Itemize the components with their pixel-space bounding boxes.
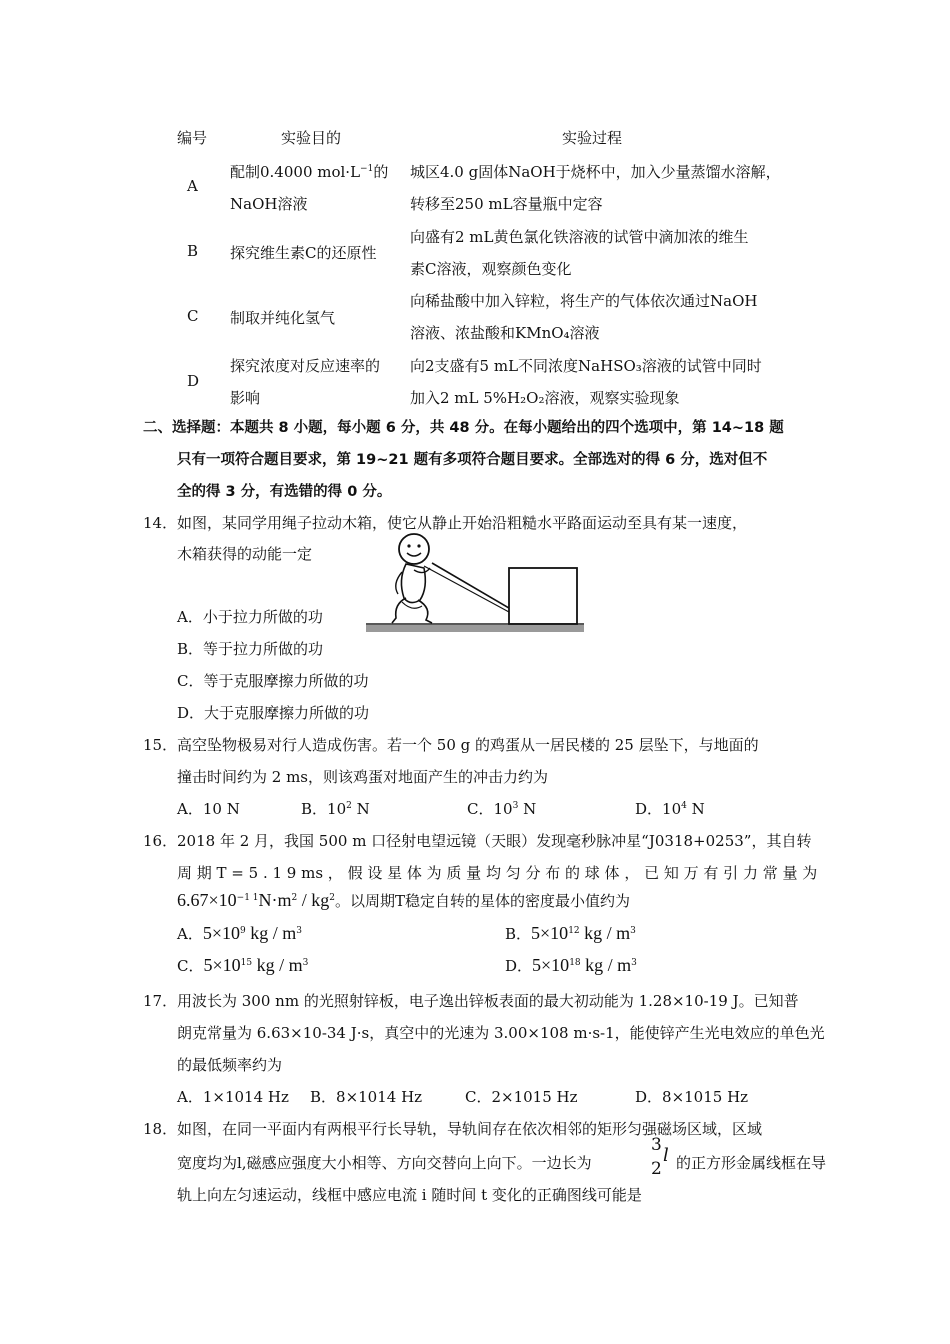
table-row-d-purpose-1: 探究浓度对反应速率的 [230,357,381,375]
table-header-purpose: 实验目的 [281,129,342,147]
q15-option-a: A．10 N [177,800,240,818]
q16-option-b: B．$5\times 10^{12}$ kg / $m^3$ [505,923,636,943]
q18-fraction-variable: l [663,1145,669,1166]
q14-option-c: C．等于克服摩擦力所做的功 [177,672,369,690]
q17-line-3: 的最低频率约为 [177,1056,283,1074]
q17-option-b: B．8×1014 Hz [310,1088,423,1106]
table-row-a-id: A [187,177,198,195]
q14-option-d: D．大于克服摩擦力所做的功 [177,704,370,722]
q14-option-a: A．小于拉力所做的功 [177,608,323,626]
q16-number: 16． [143,832,178,850]
q15-option-c: C．$10^3$ N [467,800,537,818]
q15-number: 15． [143,736,178,754]
q18-fraction-denominator: 2 [651,1159,662,1179]
q17-option-d: D．8×1015 Hz [635,1088,749,1106]
table-row-c-process-1: 向稀盐酸中加入锌粒，将生产的气体依次通过NaOH [410,292,758,310]
table-row-b-id: B [187,242,199,260]
table-row-d-id: D [187,372,200,390]
table-row-c-process-2: 溶液、浓盐酸和KMnO₄溶液 [410,324,600,342]
q18-number: 18． [143,1120,178,1138]
table-header-id: 编号 [177,129,208,147]
table-row-d-purpose-2: 影响 [230,389,261,407]
q16-option-a: A．$5\times 10^9$ kg / $m^3$ [177,923,302,943]
q17-option-c: C．2×1015 Hz [465,1088,578,1106]
q16-option-d: D．$5\times 10^{18}$ kg / $m^3$ [505,955,637,975]
table-header-process: 实验过程 [562,129,623,147]
q16-option-c: C．$5\times 10^{15}$ kg / $m^3$ [177,955,309,975]
q14-line-1: 如图，某同学用绳子拉动木箱，使它从静止开始沿粗糙水平路面运动至具有某一速度， [177,514,748,532]
section-heading-line-2: 只有一项符合题目要求，第 19~21 题有多项符合题目要求。全部选对的得 6 分，选对但不 [177,452,768,468]
table-row-b-purpose: 探究维生素C的还原性 [230,244,377,262]
section-heading-line-1: 二、选择题：本题共 8 小题，每小题 6 分，共 48 分。在每小题给出的四个选项中，第 14~18 题 [143,420,784,436]
q15-line-1: 高空坠物极易对行人造成伤害。若一个 50 g 的鸡蛋从一居民楼的 25 层坠下，与地面的 [177,736,759,754]
table-row-b-process-1: 向盛有2 mL黄色氯化铁溶液的试管中滴加浓的维生 [410,228,749,246]
table-row-a-process-1: 城区4.0 g固体NaOH于烧杯中，加入少量蒸馏水溶解， [410,163,781,181]
q15-option-b: B．$10^2$ N [301,800,370,818]
q18-fraction-numerator: 3 [651,1135,662,1155]
q18-line-1: 如图，在同一平面内有两根平行长导轨，导轨间存在依次相邻的矩形匀强磁场区域，区域 [177,1120,763,1138]
q16-line-3: $6.67\times 10^{-1 1}N\cdot m^2 / kg^2$。以周期T稳定自转的星体的密度最小值约为 [177,890,631,910]
table-row-c-id: C [187,307,199,325]
table-row-a-process-2: 转移至250 mL容量瓶中定容 [410,195,603,213]
q14-line-2: 木箱获得的动能一定 [177,545,313,563]
q14-figure [362,528,588,640]
wooden-box [509,568,577,624]
q17-line-1: 用波长为 300 nm 的光照射锌板，电子逸出锌板表面的最大初动能为 1.28×10-19 J。已知普 [177,992,799,1010]
q17-line-2: 朗克常量为 6.63×10-34 J·s，真空中的光速为 3.00×108 m·s-1，能使锌产生光电效应的单色光 [177,1024,825,1042]
section-heading-line-3: 全的得 3 分，有选错的得 0 分。 [177,484,392,500]
q17-option-a: A．1×1014 Hz [177,1088,289,1106]
rope [432,563,509,608]
q16-line-1: 2018 年 2 月，我国 500 m 口径射电望远镜（天眼）发现毫秒脉冲星“J0318+0253”，其自转 [177,832,812,850]
q15-line-2: 撞击时间约为 2 ms，则该鸡蛋对地面产生的冲击力约为 [177,768,549,786]
ground-surface [366,625,584,632]
person-figure [392,534,432,623]
q17-number: 17． [143,992,178,1010]
q15-option-d: D．$10^4$ N [635,800,705,818]
table-row-d-process-1: 向2支盛有5 mL不同浓度NaHSO₃溶液的试管中同时 [410,357,762,375]
table-row-a-purpose-1: 配制0.4000 $mol\cdot L^{-1}$的 [230,163,389,181]
table-row-d-process-2: 加入2 mL 5%H₂O₂溶液，观察实验现象 [410,389,680,407]
q18-line-3: 轨上向左匀速运动，线框中感应电流 i 随时间 t 变化的正确图线可能是 [177,1186,642,1204]
q14-number: 14． [143,514,178,532]
q18-line-2a: 宽度均为l,磁感应强度大小相等、方向交替向上向下。一边长为 [177,1154,592,1172]
q18-line-2b: 的正方形金属线框在导 [676,1154,827,1172]
table-row-a-purpose-2: NaOH溶液 [230,195,308,213]
q14-option-b: B．等于拉力所做的功 [177,640,324,658]
q16-line-2: 周 期 T = 5 . 1 9 ms ， 假 设 星 体 为 质 量 均 匀 分 布 的 球 体 ， 已 知 万 有 引 力 常 量 为 [177,864,818,882]
table-row-c-purpose: 制取并纯化氢气 [230,309,336,327]
table-row-b-process-2: 素C溶液，观察颜色变化 [410,260,572,278]
